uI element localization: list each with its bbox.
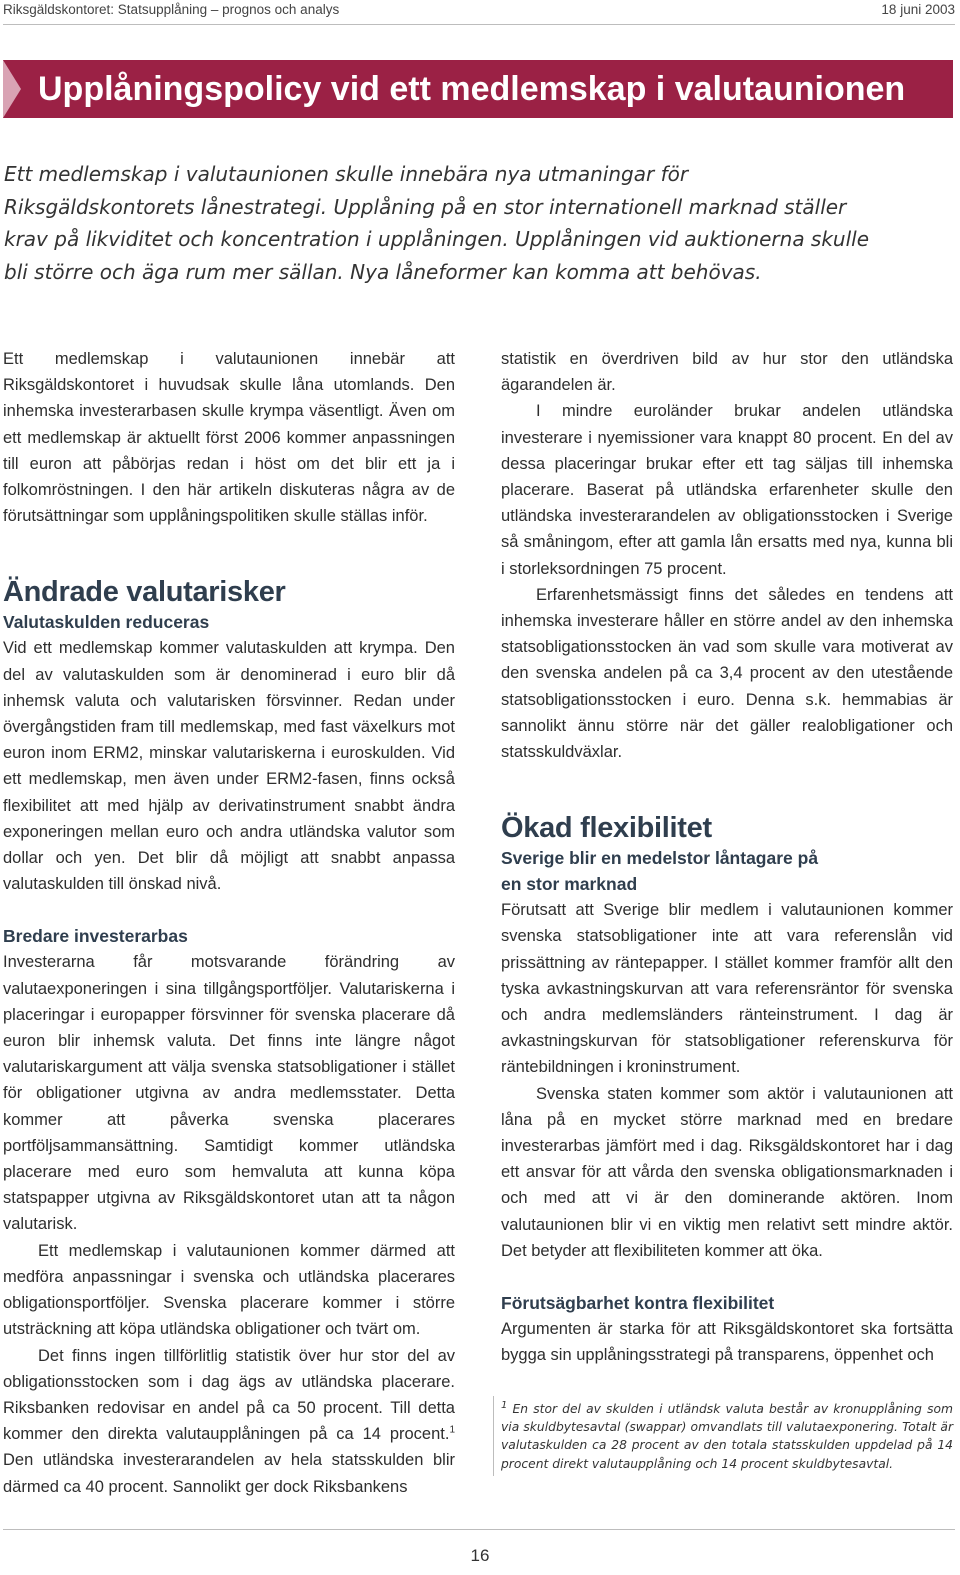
paragraph — [3, 1343, 455, 1500]
paragraph: I mindre euroländer brukar andelen utländska investerare i nyemissioner vara knappt 80 procent. En del av dessa placeringar brukar efter ett tag säljas till inhemska placerare. Baserat på utländska erfarenheter skulle den utländska investerarandelen av obligationsstocken i Sverige så småningom, efter att gamla lån ersatts med nya, kunna bli i storleksordningen 75 procent. — [501, 402, 953, 578]
paragraph: Svenska staten kommer som aktör i valutaunionen att låna på en mycket större marknad med en bredare investerarbas jämfört med i dag. Riksgäldskontoret har i dag ett ansvar för att vårda den svenska obligationsmarknaden i och med att vi är den dominerande aktören. Inom valutaunionen blir vi en viktig men relativt sett mindre aktör. Det betyder att flexibiliteten kommer att öka. — [501, 1084, 953, 1260]
title-banner — [3, 60, 953, 118]
running-header — [3, 0, 955, 25]
paragraph: Erfarenhetsmässigt finns det således en tendens att inhemska investerare håller en större andel av den inhemska statsobligationsstocken än vad som skulle vara motiverat av den svenska andelen på ca 3,4 procent av den utestående statsobligationsstocken i euro. Denna s.k. hemmabias är sannolikt ännu större när det gäller realobligationer och statsskuldväxlar. — [501, 585, 953, 762]
right-column — [501, 346, 953, 1369]
subheading-valutaskulden: Valutaskulden reduceras — [3, 612, 210, 633]
paragraph-text-continued: Den utländska investerarandelen av hela statsskulden blir därmed ca 40 procent. Sannolikt ger dock Riksbankens — [3, 1451, 455, 1496]
paragraph: Ett medlemskap i valutaunionen kommer därmed att medföra anpassningar i svenska och utländska placerares obligationsportföljer. Svenska placerare kommer i större utsträckning att köpa utländska obligationer och tvärt om. — [3, 1241, 455, 1339]
intro-paragraph: Ett medlemskap i valutaunionen innebär att Riksgäldskontoret i huvudsak skulle låna utomlands. Den inhemska investerarbasen skulle krympa väsentligt. Även om ett medlemskap är aktuellt först 2006 kommer anpassningen till euron att påbörjas redan i höst om det blir ett ja i folkomröstningen. I den här artikeln diskuteras några av de förutsättningar som upplåningspolitiken skulle ställas inför. — [3, 350, 455, 526]
subheading-investerarbas: Bredare investerarbas — [3, 926, 188, 947]
lead-paragraph: Ett medlemskap i valutaunionen skulle innebära nya utmaningar för Riksgäldskontorets lånestrategi. Upplåning på en stor internationell marknad ställer krav på likviditet och koncentration i upplåningen. Upplåningen vid auktionerna skulle bli större och äga rum mer sällan. Nya låneformer kan komma att behövas. — [4, 162, 870, 284]
paragraph: Argumenten är starka för att Riksgäldskontoret ska fortsätta bygga sin upplåningsstrategi på transparens, öppenhet och — [501, 1320, 953, 1365]
paragraph: statistik en överdriven bild av hur stor den utländska ägarandelen är. — [501, 350, 953, 395]
subheading-forutsagbarhet: Förutsägbarhet kontra flexibilitet — [501, 1293, 775, 1314]
footnote-text: En stor del av skulden i utländsk valuta består av kronupplåning som via skuldbytesavtal (swappar) omvandlats till valutaexponering. Totalt är valutaskulden ca 28 procent av den totala statsskulden uppdelad på 14 procent direkt valutaupplåning och 14 procent skuldbytesavtal. — [501, 1402, 953, 1471]
paragraph: Vid ett medlemskap kommer valutaskulden att krympa. Den del av valutaskulden som är denominerad i euro blir då inhemsk valuta och valutarisken försvinner. Redan under övergångstiden fram till medlemskap, med fast växelkurs mot euron inom ERM2, minskar valutariskerna i euroskulden. Vid ett medlemskap, men även under ERM2-fasen, finns också flexibilitet att med hjälp av derivatinstrument snabbt ändra exponeringen mellan euro och andra utländska valutor som dollar och yen. Det blir då möjligt att snabbt anpassa valutaskulden till önskad nivå. — [3, 639, 455, 894]
footnote-marker: 1 — [501, 1399, 508, 1411]
footer-divider — [3, 1529, 955, 1530]
paragraph: Förutsatt att Sverige blir medlem i valutaunionen kommer svenska statsobligationer inte att vara referenslån vid prissättning av räntepapper. I stället kommer framför allt den tyska avkastningskurvan att vara referensräntor för svenska och andra medlemsländers ränteinstrument. I dag är avkastningskurvan för statsobligationer referenskurva för räntebildningen i kroninstrument. — [501, 901, 953, 1077]
header-date: 18 juni 2003 — [881, 2, 955, 17]
section-heading-flexibilitet: Ökad flexibilitet — [501, 812, 712, 845]
footnote — [501, 1400, 953, 1473]
paragraph: Investerarna får motsvarande förändring av valutaexponeringen i sina tillgångsportföljer. Valutariskerna i placeringar i europapper försvinner för svenska placerare då euron blir inhemsk valuta. Det finns inte längre något valutariskargument att välja svenska statsobligationer i stället för obligationer utgivna av andra medlemsstater. Detta kommer att påverka svenska placerares portföljsammansättning. Samtidigt kommer utländska placerare med euro som hemvaluta att kunna köpa statspapper utgivna av Riksgäldskontoret utan att ta någon valutarisk. — [3, 953, 455, 1234]
subheading-medelstor-lantagare: Sverige blir en medelstor låntagare på en stor marknad — [501, 848, 819, 895]
paragraph-text: Det finns ingen tillförlitlig statistik över hur stor del av obligationsstocken som i dag ägs av utländska placerare. Riksbanken redovisar en andel på ca 50 procent. Till detta kommer den direkta valutaupplåningen på ca 14 procent. — [3, 1346, 455, 1444]
running-title: Riksgäldskontoret: Statsupplåning – prognos och analys — [3, 2, 340, 17]
page-title: Upplåningspolicy vid ett medlemskap i valutaunionen — [38, 70, 906, 108]
left-column — [3, 346, 455, 1500]
footnote-divider — [493, 1396, 494, 1476]
section-heading-valutarisker: Ändrade valutarisker — [3, 576, 286, 609]
footnote-reference[interactable]: 1 — [449, 1424, 455, 1436]
banner-arrow-icon — [3, 60, 21, 118]
page-number: 16 — [470, 1546, 490, 1565]
